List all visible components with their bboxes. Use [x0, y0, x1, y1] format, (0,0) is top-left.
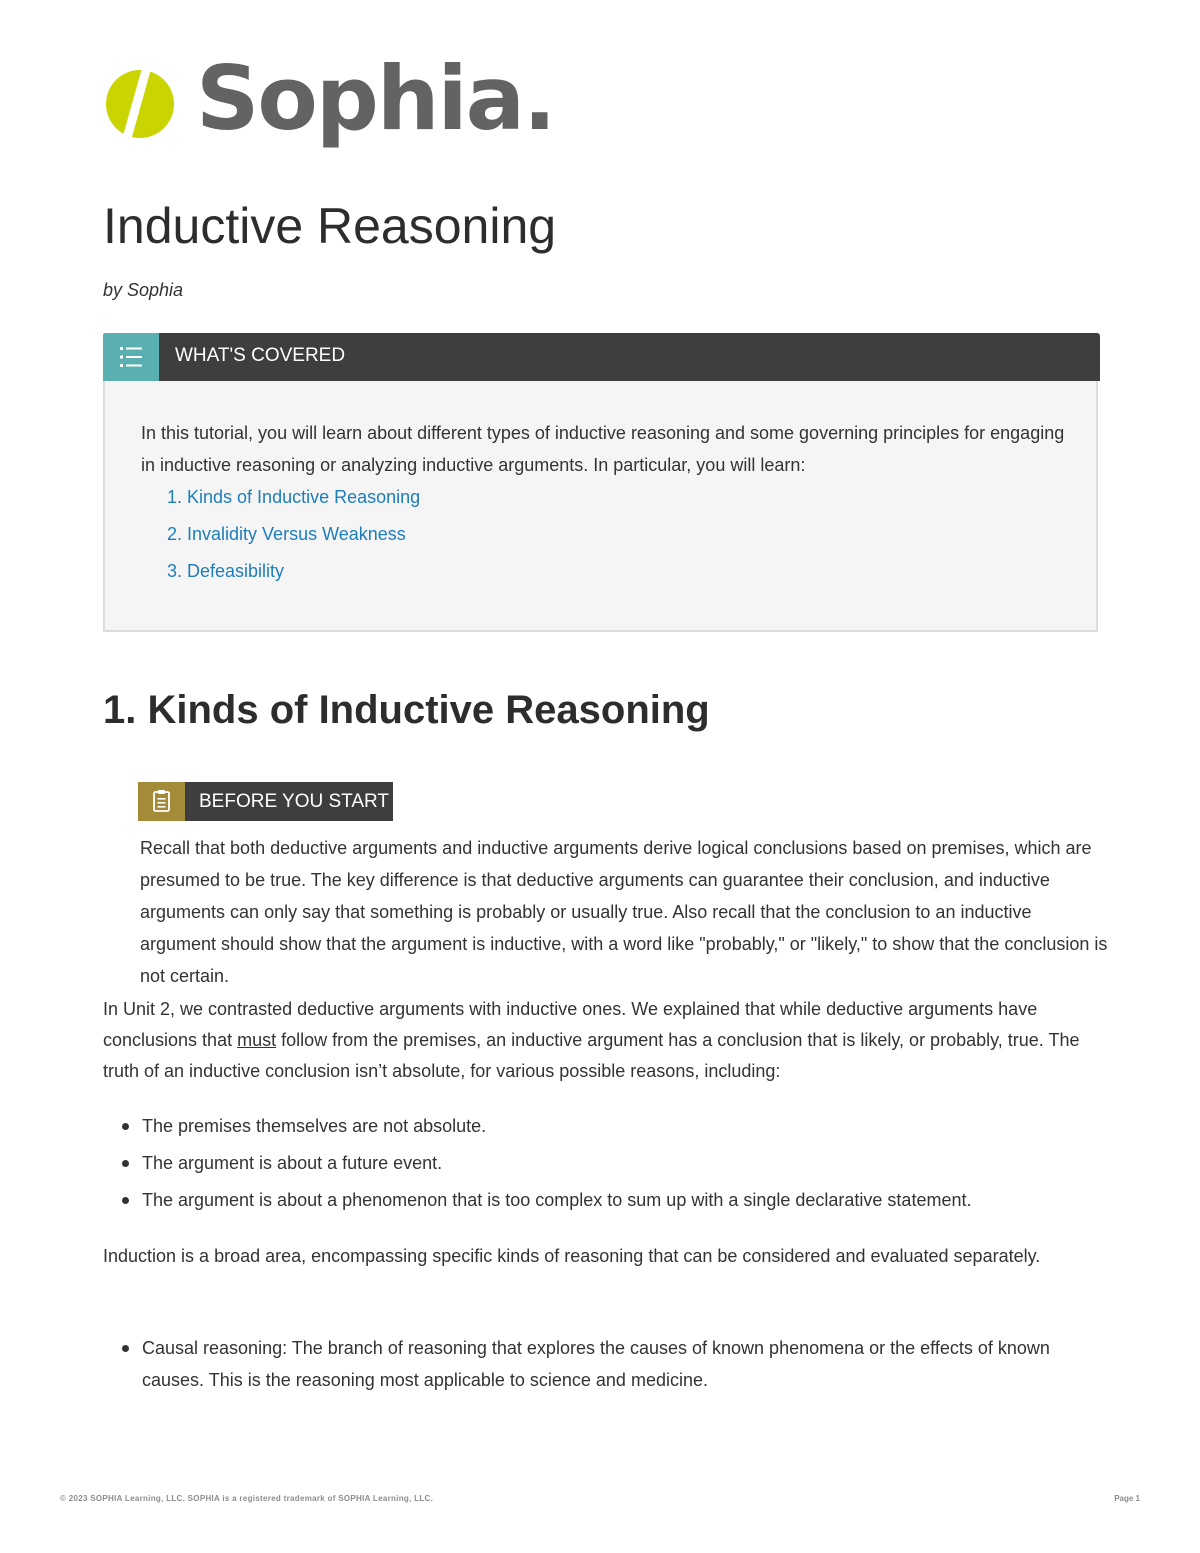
sophia-mark-icon — [100, 52, 180, 162]
toc-link-invalidity[interactable]: 2. Invalidity Versus Weakness — [167, 524, 406, 544]
byline: by Sophia — [103, 280, 184, 300]
whats-covered-intro: In this tutorial, you will learn about different types of inductive reasoning and some governing principles for engaging in inductive reasoning or analyzing inductive arguments. In particular, you will learn: — [141, 423, 1065, 475]
list-item: The argument is about a phenomenon that is too complex to sum up with a single declarative statement. — [103, 1184, 1103, 1216]
before-you-start-title: BEFORE YOU START — [199, 791, 390, 812]
whats-covered-header — [103, 333, 1100, 381]
toc-link-defeasibility[interactable]: 3. Defeasibility — [167, 561, 285, 581]
before-you-start-header — [138, 782, 393, 821]
footer-copyright: © 2023 SOPHIA Learning, LLC. SOPHIA is a registered trademark of SOPHIA Learning, LLC. — [60, 1494, 434, 1503]
clipboard-icon — [138, 782, 185, 821]
list-item: The premises themselves are not absolute. — [103, 1110, 1103, 1142]
toc-link-kinds[interactable]: 1. Kinds of Inductive Reasoning — [167, 487, 421, 507]
paragraph-induction: Induction is a broad area, encompassing specific kinds of reasoning that can be considered and evaluated separately. — [103, 1246, 1041, 1266]
before-you-start-text: Recall that both deductive arguments and inductive arguments derive logical conclusions based on premises, which are presumed to be true. The key difference is that deductive arguments can guarantee their conclusion, and inductive arguments can only say that something is probably or usually true. Also recall that the conclusion to an inductive argument should show that the argument is inductive, with a word like "probably," or "likely," to show that the conclusion is not certain. — [140, 838, 1108, 986]
kinds-list — [103, 1332, 1103, 1396]
list-item: Causal reasoning: The branch of reasoning that explores the causes of known phenomena or the effects of known causes. This is the reasoning most applicable to science and medicine. — [103, 1332, 1103, 1396]
section-heading: 1. Kinds of Inductive Reasoning — [103, 688, 710, 732]
footer-page-number: Page 1 — [1114, 1494, 1140, 1503]
whats-covered-box — [103, 333, 1098, 632]
list-item: The argument is about a future event. — [103, 1147, 1103, 1179]
reasons-list — [103, 1110, 1103, 1221]
paragraph-unit2: In Unit 2, we contrasted deductive arguments with inductive ones. We explained that while deductive arguments have conclusions that must follow from the premises, an inductive argument has a conclusion that is likely, or probably, true. The truth of an inductive conclusion isn’t absolute, for various possible reasons, including: — [103, 999, 1080, 1081]
list-icon — [103, 333, 159, 381]
page-title: Inductive Reasoning — [103, 198, 557, 254]
toc-list — [167, 487, 420, 598]
sophia-logo[interactable] — [100, 47, 555, 162]
logo-wordmark: Sophia. — [196, 47, 555, 150]
whats-covered-title: WHAT'S COVERED — [175, 345, 346, 366]
